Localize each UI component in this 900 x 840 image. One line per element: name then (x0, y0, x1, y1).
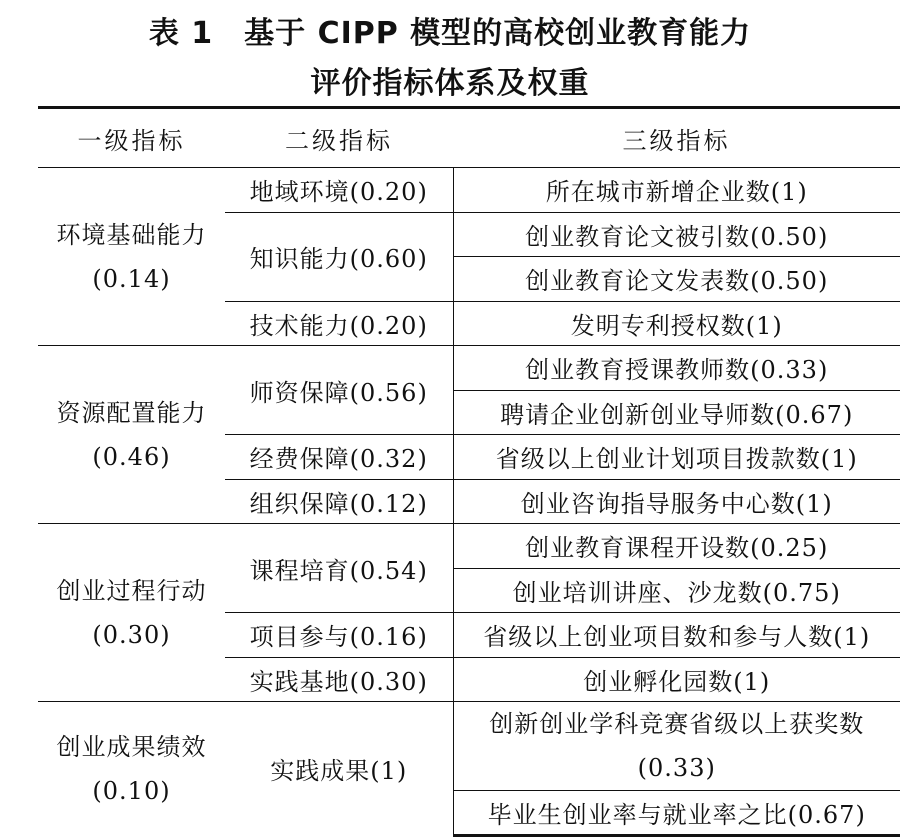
level2-cell: 经费保障(0.32) (225, 435, 453, 480)
level3-weight: (0.33) (637, 754, 716, 782)
level1-name: 创业成果绩效 (56, 732, 207, 761)
level2-cell: 技术能力(0.20) (249, 311, 428, 340)
table-row (38, 702, 900, 747)
level1-cell (38, 524, 225, 702)
level1-cell (38, 346, 225, 524)
level3-cell: 发明专利授权数(1) (453, 301, 900, 346)
table-row (38, 346, 900, 391)
level2-cell: 项目参与(0.16) (225, 613, 453, 658)
level3-cell: 创业教育授课教师数(0.33) (453, 346, 900, 391)
level2-cell: 师资保障(0.56) (225, 346, 453, 435)
level3-cell: 省级以上创业计划项目拨款数(1) (453, 435, 900, 480)
level1-cell (38, 168, 225, 346)
level3-cell: 创业教育课程开设数(0.25) (453, 524, 900, 569)
header-level2: 二级指标 (225, 108, 453, 168)
level3-cell (453, 702, 900, 791)
level2-cell: 实践基地(0.30) (249, 667, 428, 696)
level3-cell: 省级以上创业项目数和参与人数(1) (453, 613, 900, 658)
level3-cell: 创业教育论文被引数(0.50) (453, 212, 900, 257)
level3-cell: 毕业生创业率与就业率之比(0.67) (453, 791, 900, 836)
level1-weight: (0.10) (92, 776, 171, 805)
indicator-table (38, 106, 900, 837)
table-caption-line2: 评价指标体系及权重 (310, 66, 590, 101)
level1-weight: (0.14) (92, 264, 171, 293)
table-caption-line1: 表 1 基于 CIPP 模型的高校创业教育能力 (148, 16, 752, 51)
level1-name: 创业过程行动 (56, 576, 207, 605)
level1-name: 环境基础能力 (56, 220, 207, 249)
header-level3: 三级指标 (453, 108, 900, 168)
level3-cell: 创业孵化园数(1) (453, 657, 900, 702)
table-header-row (38, 108, 900, 168)
level2-cell: 课程培育(0.54) (225, 524, 453, 613)
level3-cell: 创业咨询指导服务中心数(1) (453, 479, 900, 524)
level2-cell: 地域环境(0.20) (225, 168, 453, 213)
level3-text: 创新创业学科竞赛省级以上获奖数 (489, 710, 865, 738)
level3-cell: 创业培训讲座、沙龙数(0.75) (453, 568, 900, 613)
level1-cell (38, 702, 225, 836)
level2-cell: 实践成果(1) (225, 702, 453, 836)
level1-name: 资源配置能力 (56, 398, 207, 427)
level2-cell: 知识能力(0.60) (225, 212, 453, 301)
level3-cell: 所在城市新增企业数(1) (453, 168, 900, 213)
header-level1: 一级指标 (38, 108, 225, 168)
table-row (38, 168, 900, 213)
level3-cell: 聘请企业创新创业导师数(0.67) (453, 390, 900, 435)
level2-cell: 组织保障(0.12) (249, 489, 428, 518)
level3-cell: 创业教育论文发表数(0.50) (453, 257, 900, 302)
table-row (38, 524, 900, 569)
level1-weight: (0.46) (92, 442, 171, 471)
level1-weight: (0.30) (92, 620, 171, 649)
